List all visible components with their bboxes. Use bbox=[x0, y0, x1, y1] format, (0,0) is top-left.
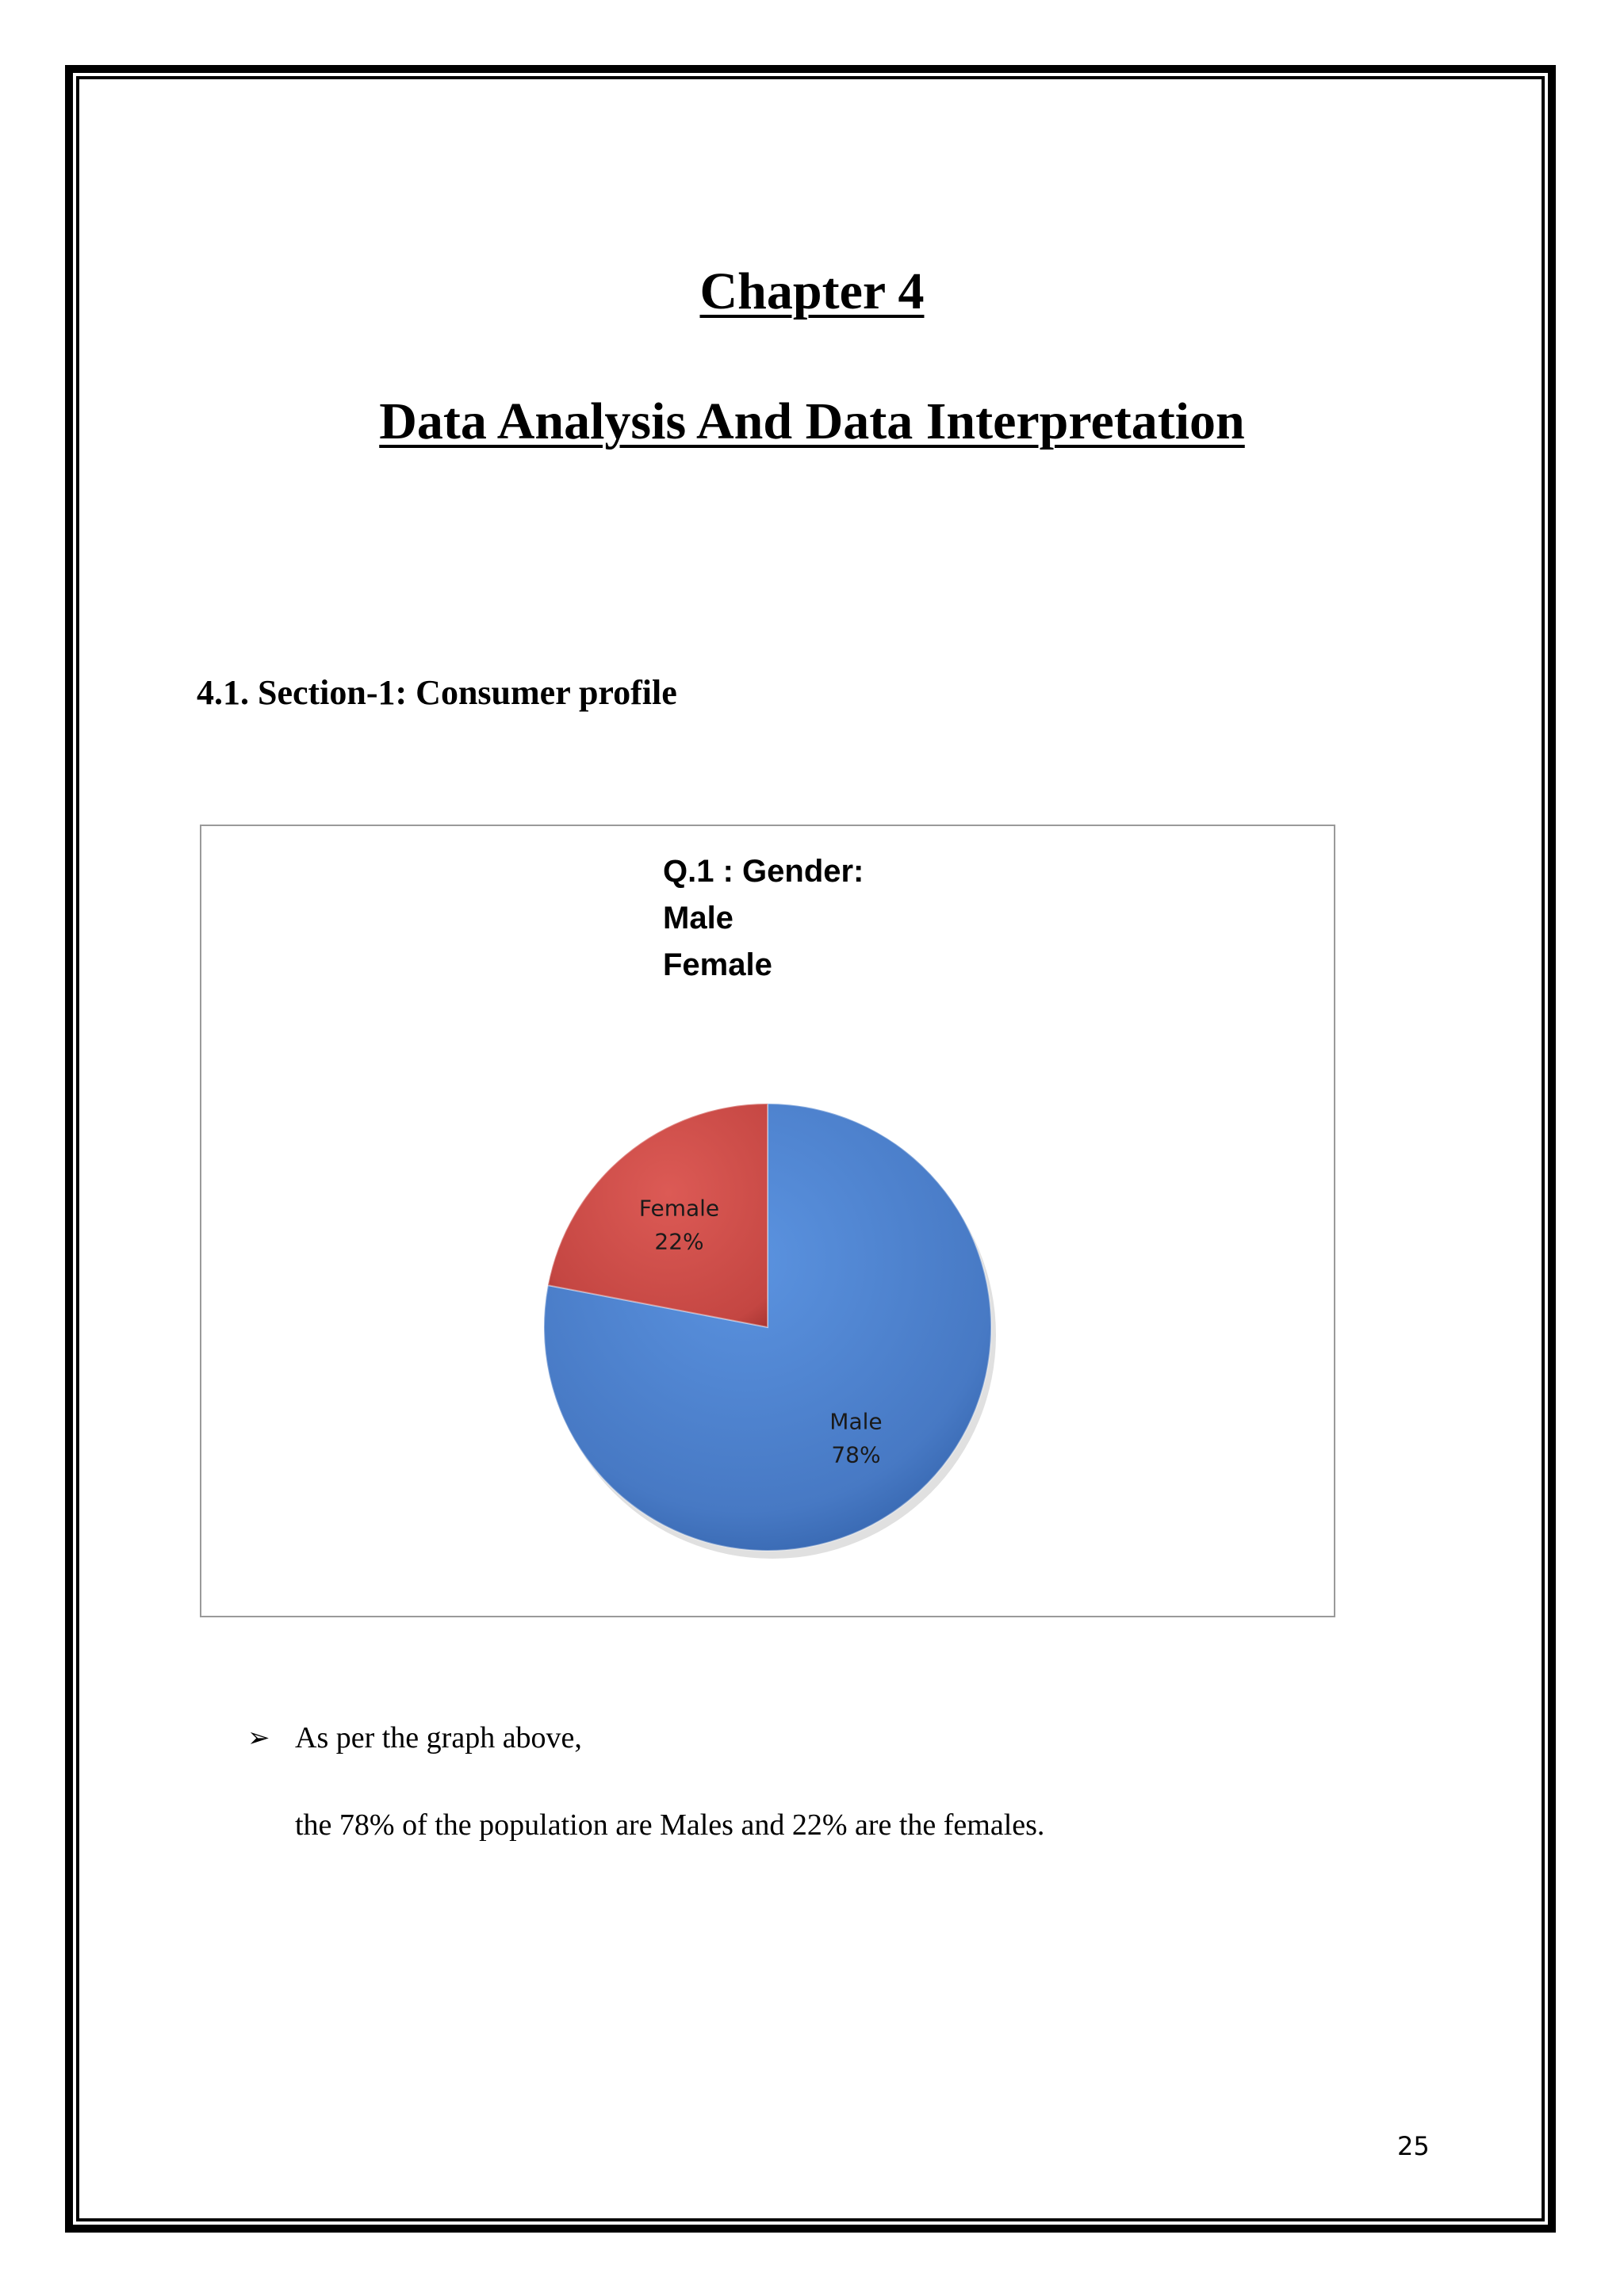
page-number: 25 bbox=[1397, 2131, 1430, 2161]
chapter-title: Chapter 4 bbox=[699, 262, 925, 320]
slice-label-female: Female bbox=[638, 1195, 720, 1222]
bullet-arrow-icon: ➢ bbox=[247, 1724, 270, 1753]
pie-slices bbox=[544, 1104, 996, 1559]
bullet-continuation-text: the 78% of the population are Males and 22% are the females. bbox=[295, 1808, 1045, 1842]
pie-chart-svg bbox=[201, 826, 1334, 1616]
slice-percent-female: 22% bbox=[654, 1228, 704, 1255]
chart-title-line-1: Q.1 : Gender: bbox=[663, 854, 864, 889]
slice-label-male: Male bbox=[829, 1408, 883, 1435]
bullet-text: As per the graph above, bbox=[295, 1721, 582, 1755]
chart-title-line-3: Female bbox=[663, 947, 772, 982]
slice-percent-male: 78% bbox=[831, 1441, 881, 1468]
section-heading: 4.1. Section-1: Consumer profile bbox=[197, 673, 677, 712]
chart-title-line-2: Male bbox=[663, 901, 733, 936]
gender-pie-chart bbox=[200, 825, 1335, 1617]
chapter-subtitle: Data Analysis And Data Interpretation bbox=[379, 392, 1245, 450]
bullet-item bbox=[247, 1720, 582, 1755]
